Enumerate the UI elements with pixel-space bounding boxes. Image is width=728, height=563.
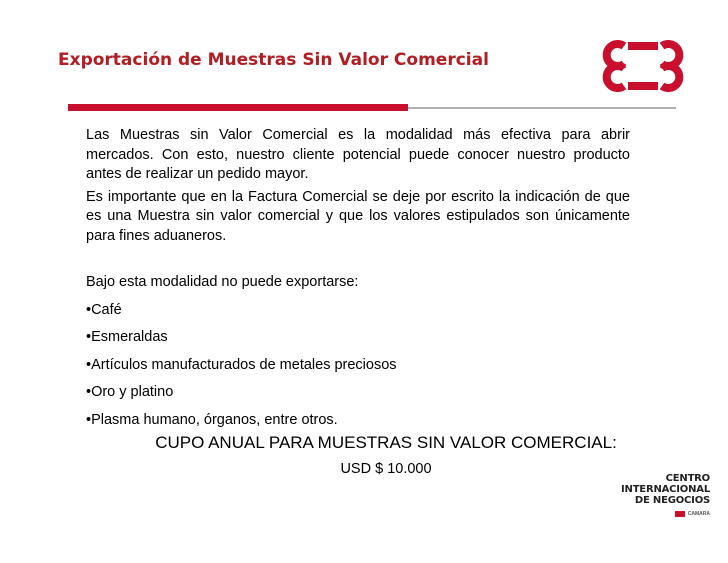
intro-paragraph: Las Muestras sin Valor Comercial es la modalidad más efectiva para abrir mercados. Con esto, nuestro cliente potencial puede conocer nuestro producto antes de realizar un pedido mayor. bbox=[86, 127, 630, 182]
camara-label: CAMARA bbox=[687, 510, 710, 517]
list-item: •Oro y platino bbox=[86, 384, 174, 400]
org-name-line: DE NEGOCIOS bbox=[634, 495, 710, 506]
org-name bbox=[618, 473, 710, 506]
slide-body bbox=[86, 126, 630, 438]
ccb-mini-logo-icon bbox=[675, 511, 685, 517]
slide-title: Exportación de Muestras Sin Valor Comercial bbox=[58, 50, 489, 70]
list-item: •Artículos manufacturados de metales preciosos bbox=[86, 356, 397, 373]
list-item: •Esmeraldas bbox=[86, 329, 168, 345]
org-logo bbox=[618, 473, 710, 543]
ccb-logo-icon bbox=[598, 40, 688, 92]
restriction-intro: Bajo esta modalidad no puede exportarse: bbox=[86, 274, 359, 290]
list-item: •Café bbox=[86, 301, 122, 318]
quota-value: USD $ 10.000 bbox=[340, 461, 432, 477]
invoice-paragraph: Es importante que en la Factura Comercial se deje por escrito la indicación de que es una Muestra sin valor comercial y que los valores estipulados son únicamente para fines aduaneros. bbox=[86, 188, 630, 244]
quota-label: CUPO ANUAL PARA MUESTRAS SIN VALOR COMERCIAL: bbox=[155, 433, 617, 452]
title-underline-accent bbox=[68, 104, 408, 111]
title-underline-rule bbox=[408, 107, 676, 109]
camara-badge bbox=[618, 511, 710, 517]
org-name-line: INTERNACIONAL bbox=[621, 484, 710, 495]
org-name-line: CENTRO bbox=[665, 473, 710, 484]
list-item: •Plasma humano, órganos, entre otros. bbox=[86, 411, 338, 428]
annual-quota bbox=[86, 432, 686, 480]
